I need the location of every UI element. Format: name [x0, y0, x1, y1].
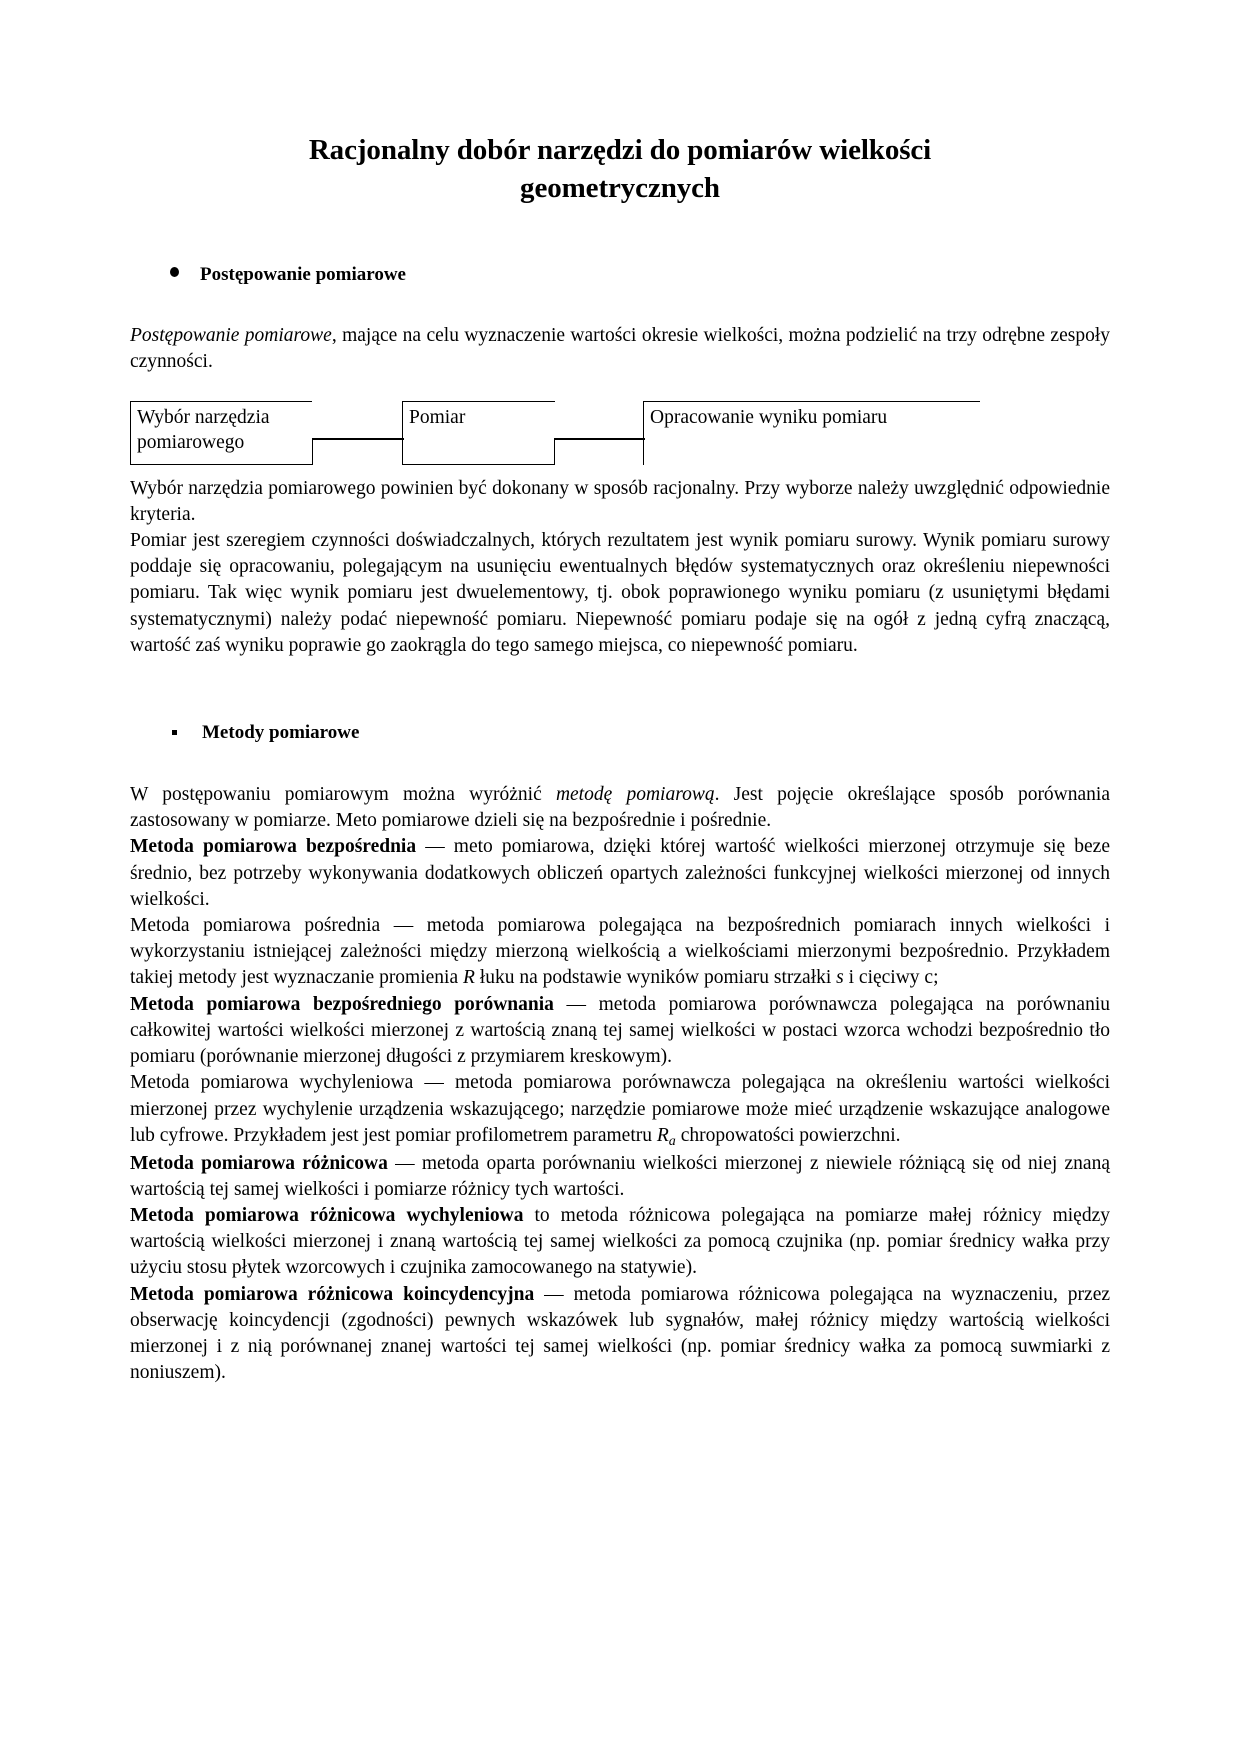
diagram-edge-3 — [554, 438, 555, 465]
definition-dash: — — [416, 836, 454, 858]
diagram-box1-line2: pomiarowego — [137, 431, 245, 453]
definition-term: Metoda pomiarowa różnicowa koincydencyjna — [130, 1283, 535, 1305]
section-heading-label: Metody pomiarowe — [202, 722, 360, 744]
intro-italic-term: Postępowanie pomiarowe — [130, 325, 332, 347]
intro-rest-text: , mające na celu wyznaczenie wartości okresie wielkości, można podzielić na trzy odrębne zespoły czynności. — [130, 325, 1110, 373]
diagram-box-result-processing — [643, 401, 980, 465]
title-line-2: geometrycznych — [520, 171, 720, 204]
definition-bezposrednia — [130, 834, 1110, 913]
definition-posrednia — [130, 913, 1110, 992]
definition-dash: — — [413, 1072, 455, 1094]
definition-term: Metoda pomiarowa wychyleniowa — [130, 1072, 414, 1094]
definition-roznicowa — [130, 1151, 1110, 1203]
diagram-connector-1 — [312, 438, 404, 440]
definition-tail-2: i cięciwy c; — [843, 967, 939, 989]
definition-dash: — — [553, 993, 599, 1015]
paragraph-metody-intro — [130, 782, 1110, 834]
diagram-edge-5 — [402, 438, 403, 465]
definition-roznicowa-wychyleniowa — [130, 1203, 1110, 1282]
diagram-box-measurement — [402, 401, 555, 465]
definition-text: metoda pomiarowa porównawcza polegająca na określeniu wartości wielkości mierzonej przez wychylenie urządzenia wskazującego; narzędzie pomiarowe może mieć urządzenie wskazujące analogowe lub cyfrowe. Przykładem jest jest pomiar profilometrem parametru — [130, 1072, 1111, 1146]
metody-intro-b: . Jest pojęcie określające sposób porównania zastosowany w pomiarze. Meto pomiarowe dzieli się na bezpośrednie i pośrednie. — [130, 783, 1110, 832]
diagram-box1-line1: Wybór narzędzia — [137, 406, 270, 428]
definition-term: Metoda pomiarowa różnicowa — [130, 1152, 388, 1174]
page-title — [130, 0, 1110, 207]
page-content — [130, 0, 1110, 1387]
metody-intro-italic: metodę pomiarową — [555, 783, 715, 805]
definition-text: metoda oparta porównaniu wielkości mierzonej z niewiele różniącą się od niej znaną wartością tej samej wielkości i pomiarze różnicy tych wartości. — [130, 1152, 1110, 1200]
definition-tail-1: chropowatości powierzchni. — [675, 1124, 901, 1146]
definition-term: Metoda pomiarowa bezpośredniego porównania — [130, 993, 554, 1015]
definition-text: metoda pomiarowa różnicowa polegająca na wyznaczeniu, przez obserwację koincydencji (zgodności) pewnych wskazówek lub sygnałów, małej różnicy między wartością wielkości mierzonej i z nią porównanej znanej wartości tej samej wielkości (np. pomiar średnicy wałka za pomocą suwmiarki z noniuszem). — [130, 1283, 1111, 1384]
diagram-edge-4 — [643, 401, 644, 438]
definition-text: meto pomiarowa, dzięki której wartość wielkości mierzonej otrzymuje się beze średnio, bez potrzeby wykonywania dodatkowych obliczeń opartych zależności funkcyjnej wielkości mierzonej od innych wielkości. — [130, 836, 1110, 910]
section-heading-label: Postępowanie pomiarowe — [200, 264, 406, 286]
definition-text: metoda pomiarowa porównawcza polegająca na porównaniu całkowitej wartości wielkości mierzonej z wartością znaną tej samej wielkości w postaci wzorca wchodzi bezpośrednio tło pomiaru (porównanie mierzonej długości z przymiarem kreskowym). — [130, 993, 1111, 1068]
title-line-1: Racjonalny dobór narzędzi do pomiarów wielkości — [308, 134, 932, 166]
paragraph-intro — [130, 323, 1110, 375]
diagram-edge-2 — [402, 401, 403, 438]
diagram-box2-line1: Pomiar — [409, 406, 466, 428]
diagram-edge-6 — [643, 438, 644, 465]
definition-dash: — — [387, 1152, 422, 1174]
bullet-square-icon — [172, 730, 177, 735]
diagram-box-tool-selection — [130, 401, 312, 465]
symbol-ra-subscript: a — [668, 1132, 676, 1149]
definition-term: Metoda pomiarowa pośrednia — [130, 915, 381, 937]
diagram-connector-2 — [554, 438, 645, 440]
definition-term: Metoda pomiarowa bezpośrednia — [130, 836, 417, 858]
definition-dash: — — [380, 915, 427, 937]
diagram-edge-1 — [312, 438, 313, 465]
paragraph-pomiar: Pomiar jest szeregiem czynności doświadczalnych, których rezultatem jest wynik pomiaru surowy. Wynik pomiaru surowy poddaje się opracowaniu, polegającym na usunięciu ewentualnych błędów systematycznych oraz określeniu niepewności pomiaru. Tak więc wynik pomiaru jest dwuelementowy, tj. obok poprawionego wyniku pomiaru (z usuniętymi błędami systematycznymi) należy podać niepewność pomiaru. Niepewność pomiaru podaje się na ogół z jedną cyfrą znaczącą, wartość zaś wyniku poprawie go zaokrągla do tego samego miejsca, co niepewność pomiaru. — [130, 530, 1110, 656]
diagram-box3-line1: Opracowanie wyniku pomiaru — [650, 406, 888, 428]
measurement-flow-diagram — [130, 401, 1110, 465]
definition-wychyleniowa — [130, 1070, 1110, 1150]
bullet-round-icon — [170, 267, 179, 277]
definition-dash — [523, 1205, 534, 1226]
section-heading-metody — [130, 722, 1110, 745]
section-heading-postepowanie — [130, 264, 1110, 287]
symbol-radius: R — [463, 967, 475, 989]
definition-text: metoda pomiarowa polegająca na bezpośrednich pomiarach innych wielkości i wykorzystaniu istniejącej zależności między mierzoną wielkością a wielkościami mierzonymi bezpośrednio. Przykładem takiej metody jest wyznaczanie promienia — [130, 915, 1110, 989]
symbol-ra: R — [656, 1124, 669, 1146]
definition-tail-1: łuku na podstawie wyników pomiaru strzałki — [474, 967, 837, 989]
definition-dash: — — [534, 1283, 574, 1305]
definition-bezposredniego-porownania — [130, 992, 1110, 1071]
definition-text: to metoda różnicowa polegająca na pomiarze małej różnicy między wartością wielkości mierzonej i znaną wartością tej samej wielkości za pomocą czujnika (np. pomiar średnicy wałka przy użyciu stosu płytek wzorcowych i czujnika zamocowanego na statywie). — [130, 1205, 1110, 1279]
metody-intro-a: W postępowaniu pomiarowym można wyróżnić — [130, 783, 556, 805]
definition-roznicowa-koincydencyjna — [130, 1282, 1110, 1387]
symbol-sagitta: s — [836, 967, 844, 989]
paragraph-wybor-narzedzia: Wybór narzędzia pomiarowego powinien być dokonany w sposób racjonalny. Przy wyborze należy uwzględnić odpowiednie kryteria. — [130, 477, 1110, 525]
definition-term: Metoda pomiarowa różnicowa wychyleniowa — [130, 1205, 524, 1227]
